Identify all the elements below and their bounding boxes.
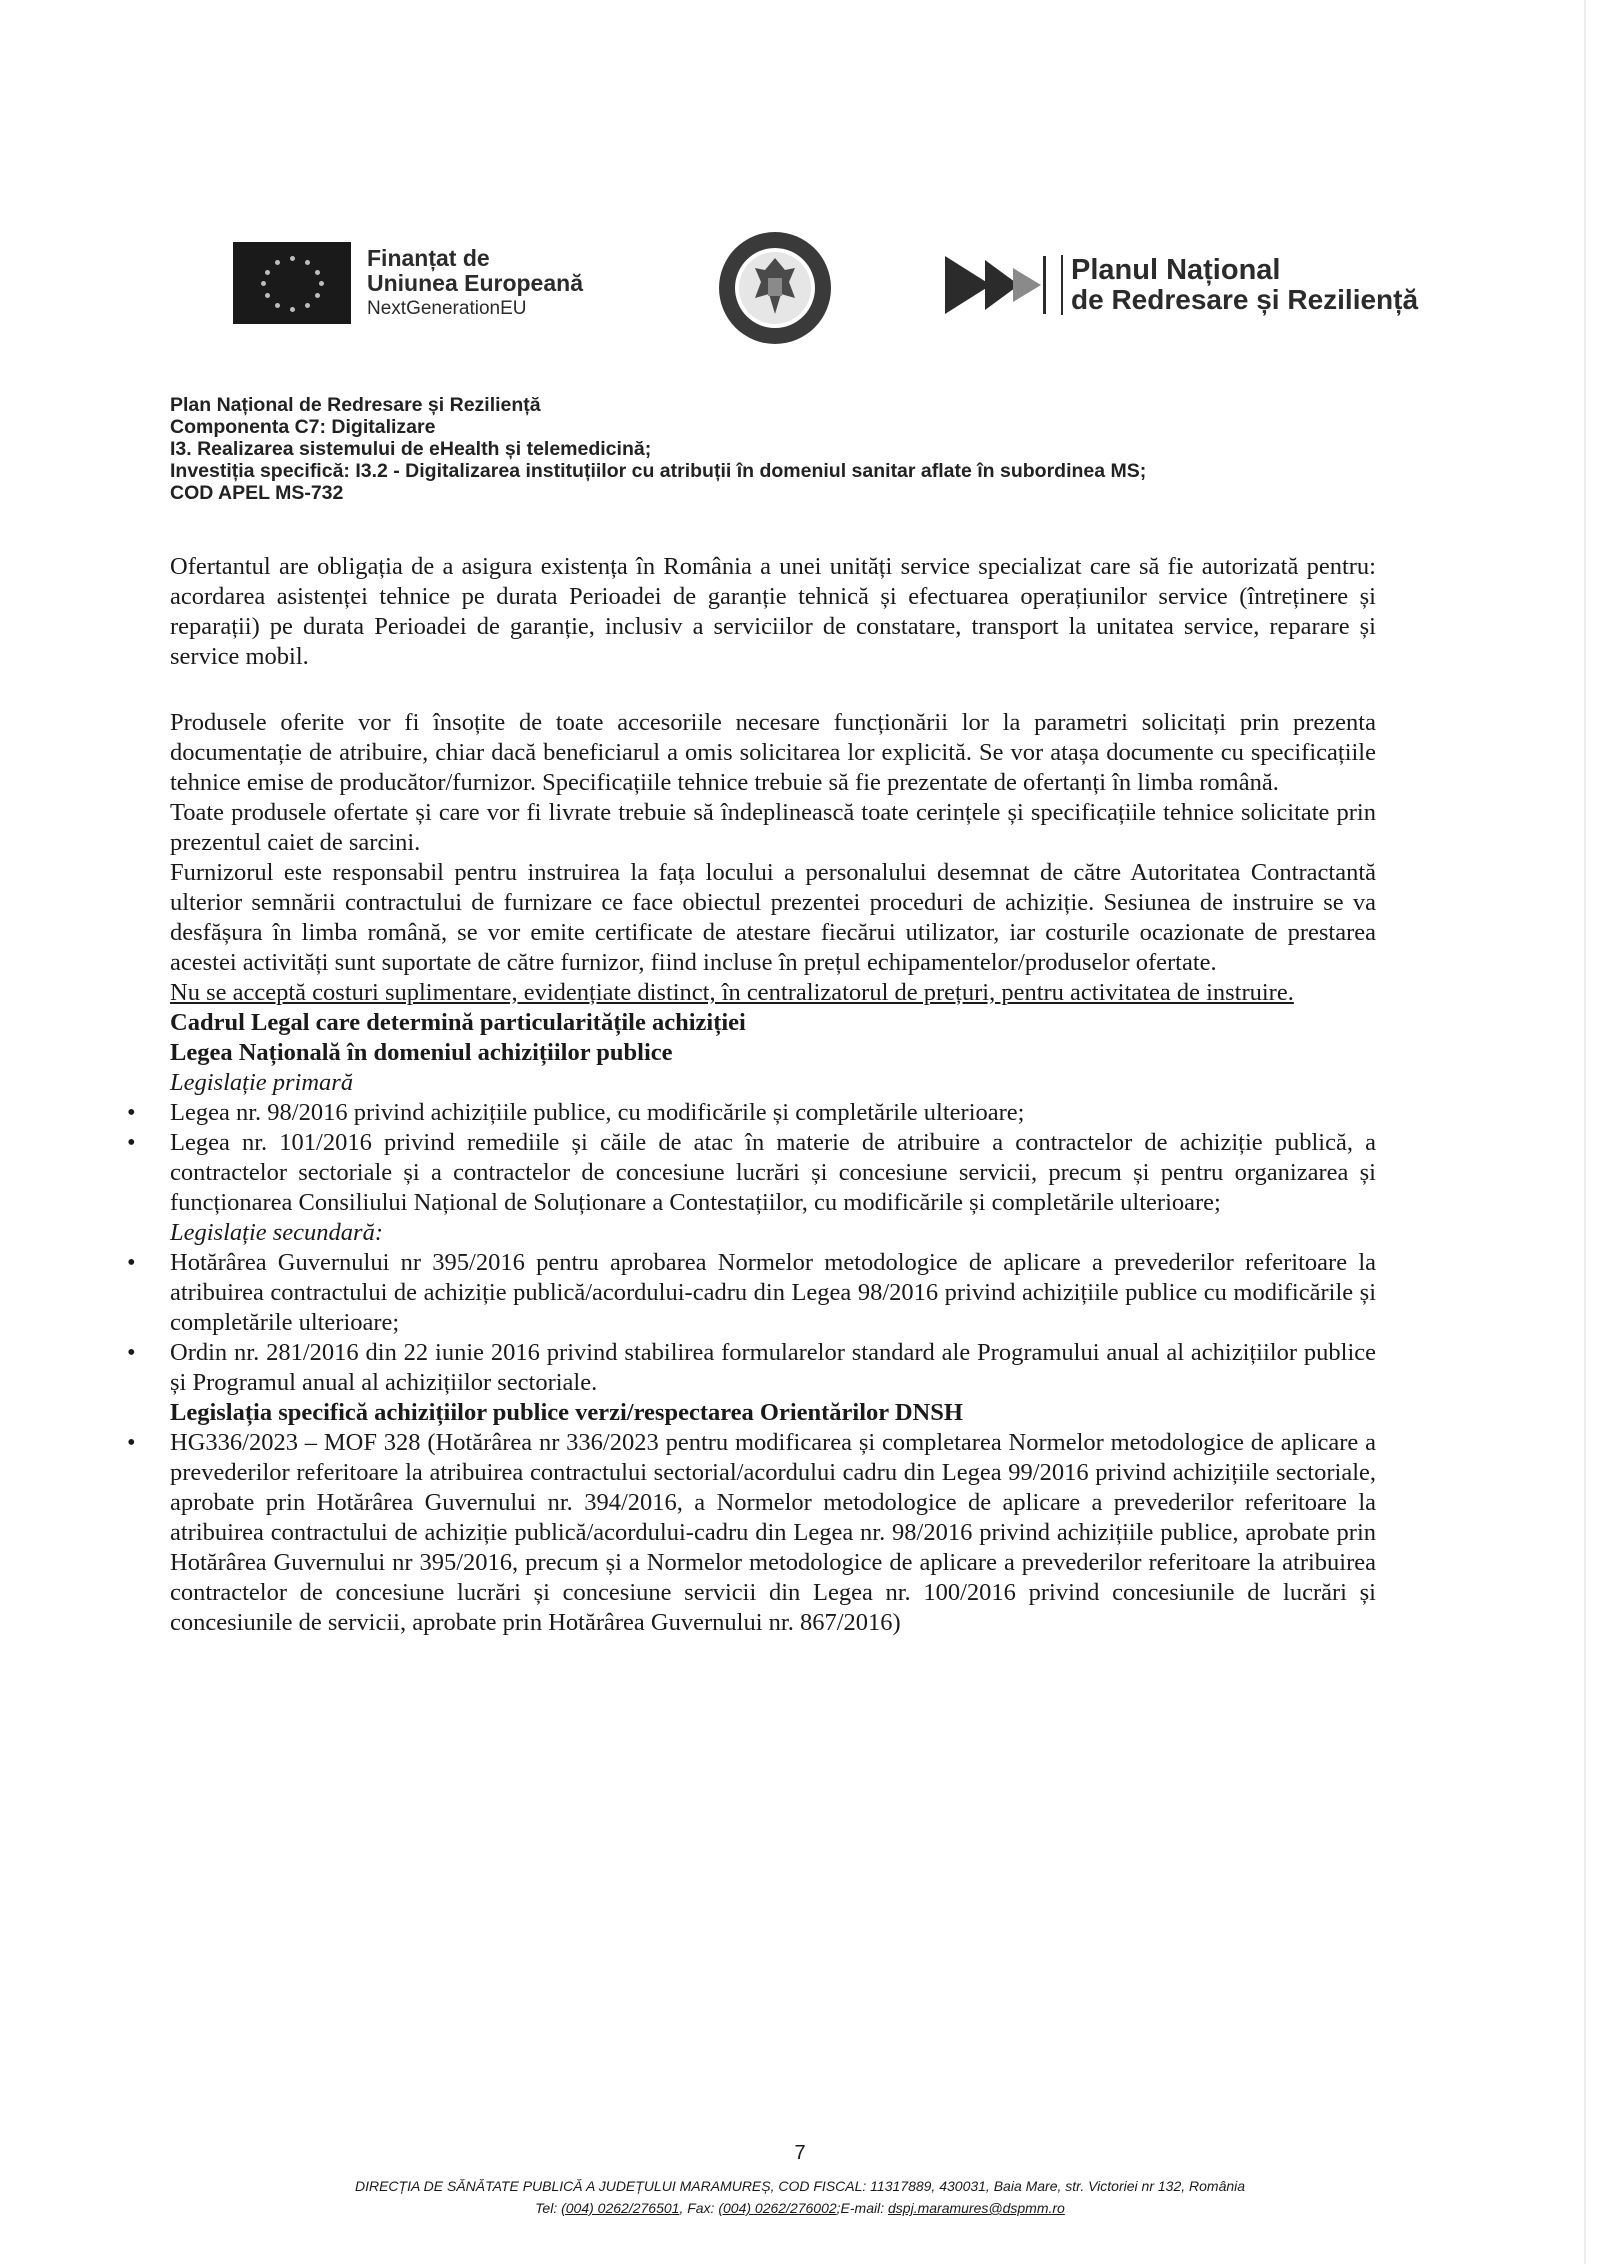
footer-phone: (004) 0262/276501 bbox=[561, 2200, 680, 2216]
pnrr-arrow-icon bbox=[945, 250, 1055, 320]
eu-funding-logo bbox=[233, 242, 583, 324]
footer-fax-label: , Fax: bbox=[679, 2200, 719, 2216]
footer-contacts bbox=[0, 2197, 1600, 2219]
list-item-text: Legea nr. 101/2016 privind remediile și căile de atac în materie de atribuire a contractelor de achiziție publică, a contractelor sectoriale și a contractelor de concesiune lucrări și concesiune servicii, precum și pentru organizarea și funcționarea Consiliului Național de Soluționare a Contestațiilor, cu modificările și completările ulterioare; bbox=[170, 1129, 1376, 1216]
romanian-government-seal-icon bbox=[715, 228, 835, 348]
list-item bbox=[127, 1428, 1376, 1638]
header-line-5: COD APEL MS-732 bbox=[170, 482, 344, 504]
header-line-3: I3. Realizarea sistemului de eHealth și telemedicină; bbox=[170, 438, 652, 460]
header-line-1: Plan Național de Redresare și Reziliență bbox=[170, 394, 541, 416]
list-item bbox=[127, 1098, 1376, 1128]
list-item-text: Ordin nr. 281/2016 din 22 iunie 2016 privind stabilirea formularelor standard ale Programului anual al achizițiilor publice și Programul anual al achizițiilor sectoriale. bbox=[170, 1339, 1376, 1396]
section-heading-national-law: Legea Națională în domeniul achizițiilor publice bbox=[170, 1039, 673, 1066]
eu-flag-icon bbox=[233, 242, 351, 324]
footer-fax: (004) 0262/276002 bbox=[718, 2200, 837, 2216]
eu-logo-line2: Uniunea Europeană bbox=[367, 269, 583, 296]
footer-address: DIRECȚIA DE SĂNĂTATE PUBLICĂ A JUDEȚULUI MARAMUREȘ, COD FISCAL: 11317889, 430031, Baia Mare, str. Victoriei nr 132, România bbox=[354, 2178, 1246, 2194]
pnrr-logo bbox=[945, 250, 1418, 320]
paragraph-no-extra-costs: Nu se acceptă costuri suplimentare, evidențiate distinct, în centralizatorul de prețuri, pentru activitatea de instruire. bbox=[170, 979, 1294, 1006]
page-number: 7 bbox=[794, 2142, 806, 2164]
pnrr-logo-line1: Planul Național bbox=[1071, 254, 1281, 286]
bullet: • bbox=[127, 1129, 136, 1156]
footer-email-label: ;E-mail: bbox=[836, 2200, 889, 2216]
subheading-secondary-legislation: Legislație secundară: bbox=[170, 1219, 383, 1246]
paragraph-service-obligation: Ofertantul are obligația de a asigura existența în România a unei unități service specializat care să fie autorizată pentru: acordarea asistenței tehnice pe durata Perioadei de garanție tehnică și efectuarea operațiunilor service (întreținere și reparații) pe durata Perioadei de garanție, inclusiv a serviciilor de constatare, transport la unitatea service, reparare și service mobil. bbox=[170, 553, 1376, 670]
list-item-text: Hotărârea Guvernului nr 395/2016 pentru aprobarea Normelor metodologice de aplicare a prevederilor referitoare la atribuirea contractului de achiziție publică/acordului-cadru din Legea 98/2016 privind achizițiile publice cu modificările și completările ulterioare; bbox=[170, 1249, 1376, 1336]
eu-logo-line3: NextGenerationEU bbox=[367, 297, 527, 319]
paragraph-requirements: Toate produsele ofertate și care vor fi livrate trebuie să îndeplinească toate cerințele și specificațiile tehnice solicitate prin prezentul caiet de sarcini. bbox=[170, 799, 1376, 856]
footer-tel-label: Tel: bbox=[535, 2200, 562, 2216]
eu-logo-text bbox=[367, 246, 583, 321]
bullet: • bbox=[127, 1099, 136, 1126]
footer-email[interactable]: dspj.maramures@dspmm.ro bbox=[888, 2200, 1065, 2216]
section-heading-green-procurement: Legislația specifică achizițiilor publice verzi/respectarea Orientărilor DNSH bbox=[170, 1399, 963, 1426]
paragraph-training: Furnizorul este responsabil pentru instruirea la fața locului a personalului desemnat de către Autoritatea Contractantă ulterior semnării contractului de furnizare ce face obiectul prezentei proceduri de achiziție. Sesiunea de instruire se va desfășura în limba română, se vor emite certificate de atestare fiecărui utilizator, iar costurile ocazionate de prestarea acestei activități sunt suportate de către furnizor, fiind incluse în prețul echipamentelor/produselor ofertate. bbox=[170, 859, 1376, 976]
eu-logo-line1: Finanțat de bbox=[367, 244, 490, 271]
list-item bbox=[127, 1248, 1376, 1338]
pnrr-logo-line2: de Redresare și Reziliență bbox=[1071, 284, 1419, 315]
scan-edge-line bbox=[1584, 0, 1586, 2264]
list-item-text: Legea nr. 98/2016 privind achizițiile publice, cu modificările și completările ulterioare; bbox=[170, 1099, 1025, 1126]
section-heading-legal-framework: Cadrul Legal care determină particularitățile achiziției bbox=[170, 1009, 746, 1036]
page-footer bbox=[0, 2175, 1600, 2219]
bullet: • bbox=[127, 1339, 136, 1366]
list-item bbox=[127, 1128, 1376, 1218]
subheading-primary-legislation: Legislație primară bbox=[170, 1069, 354, 1096]
header-line-4: Investiția specifică: I3.2 - Digitalizarea instituțiilor cu atribuții în domeniul sanitar aflate în subordinea MS; bbox=[170, 460, 1147, 482]
header-line-2: Componenta C7: Digitalizare bbox=[170, 416, 436, 438]
document-body bbox=[127, 552, 1376, 1638]
list-item-text: HG336/2023 – MOF 328 (Hotărârea nr 336/2023 pentru modificarea și completarea Normelor metodologice de aplicare a prevederilor referitoare la atribuirea contractului sectorial/acordului cadru din Legea 99/2016 privind achizițiile sectoriale, aprobate prin Hotărârea Guvernului nr. 394/2016, a Normelor metodologice de aplicare a prevederilor referitoare la atribuirea contractului de achiziție publică/acordului-cadru din Legea nr. 98/2016 privind achizițiile publice, aprobate prin Hotărârea Guvernului nr 395/2016, precum și a Normelor metodologice de aplicare a prevederilor referitoare la atribuirea contractelor de concesiune lucrări și concesiune servicii din Legea nr. 100/2016 privind concesiunile de lucrări și concesiunile de servicii, aprobate prin Hotărârea Guvernului nr. 867/2016) bbox=[170, 1429, 1376, 1636]
project-header bbox=[170, 394, 1400, 504]
bullet: • bbox=[127, 1429, 136, 1456]
list-item bbox=[127, 1338, 1376, 1398]
pnrr-logo-text bbox=[1061, 255, 1418, 315]
logo-bar bbox=[233, 228, 1473, 358]
bullet: • bbox=[127, 1249, 136, 1276]
paragraph-accessories: Produsele oferite vor fi însoțite de toate accesoriile necesare funcționării lor la parametri solicitați prin prezenta documentație de atribuire, chiar dacă beneficiarul a omis solicitarea lor explicită. Se vor atașa documente cu specificațiile tehnice emise de producător/furnizor. Specificațiile tehnice trebuie să fie prezentate de ofertanți în limba română. bbox=[170, 709, 1376, 796]
